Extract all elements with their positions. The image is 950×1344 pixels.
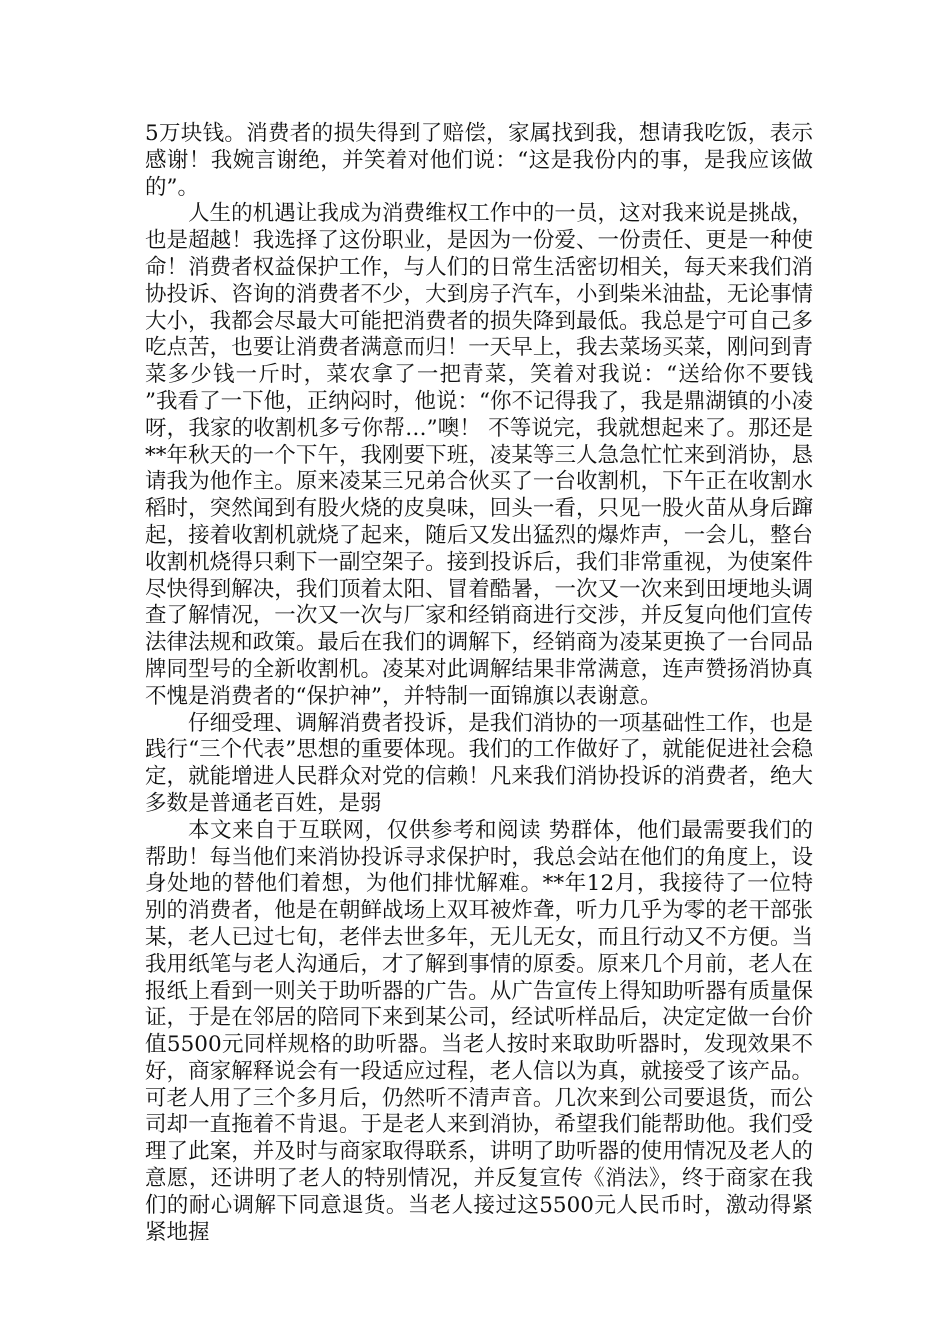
paragraph-4: 本文来自于互联网，仅供参考和阅读 势群体，他们最需要我们的帮助！每当他们来消协投诉寻求保护时，我总会站在他们的角度上，设身处地的替他们着想，为他们排忧解难。**年12月，我接待了一位特别的消费者，他是在朝鲜战场上双耳被炸聋，听力几乎为零的老干部张某，老人已过七旬，老伴去世多年，无儿无女，而且行动又不方便。当我用纸笔与老人沟通后，才了解到事情的原委。原来几个月前，老人在报纸上看到一则关于助听器的广告。从广告宣传上得知助听器有质量保证，于是在邻居的陪同下来到某公司，经试听样品后，决定定做一台价值5500元同样规格的助听器。当老人按时来取助听器时，发现效果不好，商家解释说会有一段适应过程，老人信以为真，就接受了该产品。可老人用了三个多月后，仍然听不清声音。几次来到公司要退货，而公司却一直拖着不肯退。于是老人来到消协，希望我们能帮助他。我们受理了此案，并及时与商家取得联系，讲明了助听器的使用情况及老人的意愿，还讲明了老人的特别情况，并反复宣传《消法》，终于商家在我们的耐心调解下同意退货。当老人接过这5500元人民币时，激动得紧紧地握 — [145, 817, 813, 1245]
document-body — [145, 121, 813, 1246]
paragraph-2: 人生的机遇让我成为消费维权工作中的一员，这对我来说是挑战，也是超越！我选择了这份职业，是因为一份爱、一份责任、更是一种使命！消费者权益保护工作，与人们的日常生活密切相关，每天来我们消协投诉、咨询的消费者不少，大到房子汽车，小到柴米油盐，无论事情大小，我都会尽最大可能把消费者的损失降到最低。我总是宁可自己多吃点苦，也要让消费者满意而归！一天早上，我去菜场买菜，刚问到青菜多少钱一斤时，菜农拿了一把青菜，笑着对我说：“送给你不要钱 ”我看了一下他，正纳闷时，他说：“你不记得我了，我是鼎湖镇的小凌呀，我家的收割机多亏你帮…”噢！ 不等说完，我就想起来了。那还是**年秋天的一个下午，我刚要下班，凌某等三人急急忙忙来到消协，恳请我为他作主。原来凌某三兄弟合伙买了一台收割机，下午正在收割水稻时，突然闻到有股火烧的皮臭味，回头一看，只见一股火苗从身后蹿起，接着收割机就烧了起来，随后又发出猛烈的爆炸声，一会儿，整台收割机烧得只剩下一副空架子。接到投诉后，我们非常重视，为使案件尽快得到解决，我们顶着太阳、冒着酷暑，一次又一次来到田埂地头调查了解情况，一次又一次与厂家和经销商进行交涉，并反复向他们宣传法律法规和政策。最后在我们的调解下，经销商为凌某更换了一台同品牌同型号的全新收割机。凌某对此调解结果非常满意，连声赞扬消协真不愧是消费者的“保护神”，并特制一面锦旗以表谢意。 — [145, 201, 813, 709]
paragraph-1: 5万块钱。消费者的损失得到了赔偿，家属找到我，想请我吃饭，表示感谢！我婉言谢绝，并笑着对他们说：“这是我份内的事，是我应该做的”。 — [145, 121, 813, 200]
paragraph-3: 仔细受理、调解消费者投诉，是我们消协的一项基础性工作，也是践行“三个代表”思想的重要体现。我们的工作做好了，就能促进社会稳定，就能增进人民群众对党的信赖！凡来我们消协投诉的消费者，绝大多数是普通老百姓，是弱 — [145, 710, 813, 816]
